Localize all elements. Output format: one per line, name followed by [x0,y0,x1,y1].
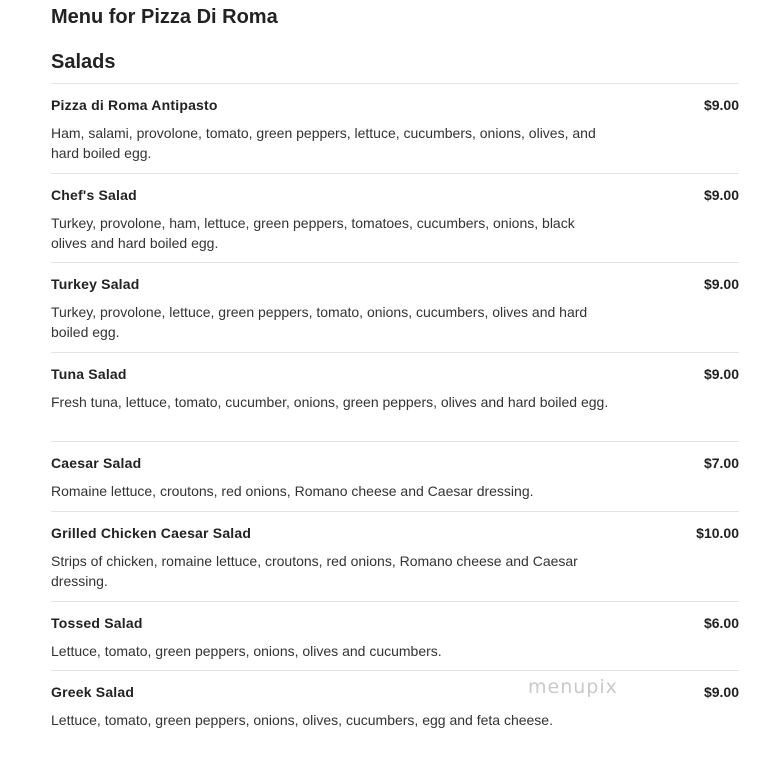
menu-item-name: Grilled Chicken Caesar Salad [51,525,252,541]
menu-item-description: Turkey, provolone, ham, lettuce, green peppers, tomatoes, cucumbers, onions, black olives and hard boiled egg. [51,215,575,251]
menu-item-price: $9.00 [703,97,739,113]
menu-item-name: Chef's Salad [51,187,137,203]
menu-item-price: $9.00 [703,366,739,382]
menu-item [51,601,739,670]
menu-item-price: $7.00 [703,455,739,471]
menu-item-description: Romaine lettuce, croutons, red onions, Romano cheese and Caesar dressing. [51,483,534,499]
menu-item [51,173,739,262]
menu-item-description: Lettuce, tomato, green peppers, onions, olives, cucumbers, egg and feta cheese. [51,712,553,728]
menu-item-name: Greek Salad [51,684,135,700]
menu-item [51,83,739,173]
menu-item-price: $9.00 [703,684,739,700]
menu-item-price: $6.00 [703,615,739,631]
menu-item-description: Turkey, provolone, lettuce, green peppers, tomato, onions, cucumbers, olives and hard boiled egg. [51,304,588,340]
menu-item-description: Strips of chicken, romaine lettuce, croutons, red onions, Romano cheese and Caesar dressing. [51,553,578,589]
section-title-salads: Salads [51,51,116,73]
menu-item [51,670,739,760]
menu-item [51,262,739,352]
menu-item [51,441,739,511]
menu-item-price: $10.00 [696,525,739,541]
page-title: Menu for Pizza Di Roma [51,6,278,28]
menu-item-price: $9.00 [703,276,739,292]
menu-item-list [51,83,739,760]
menu-item [51,352,739,441]
menu-item-description: Fresh tuna, lettuce, tomato, cucumber, onions, green peppers, olives and hard boiled egg. [51,394,609,410]
menu-item-description: Ham, salami, provolone, tomato, green peppers, lettuce, cucumbers, onions, olives, and hard boiled egg. [51,125,596,161]
menu-item-description: Lettuce, tomato, green peppers, onions, olives and cucumbers. [51,643,442,659]
menu-item-name: Caesar Salad [51,455,142,471]
menu-item [51,511,739,601]
watermark-logo: menupix [528,676,618,698]
menu-item-name: Turkey Salad [51,276,140,292]
menu-item-name: Tuna Salad [51,366,127,382]
menu-item-price: $9.00 [703,187,739,203]
menu-item-name: Pizza di Roma Antipasto [51,97,218,113]
menu-item-name: Tossed Salad [51,615,143,631]
